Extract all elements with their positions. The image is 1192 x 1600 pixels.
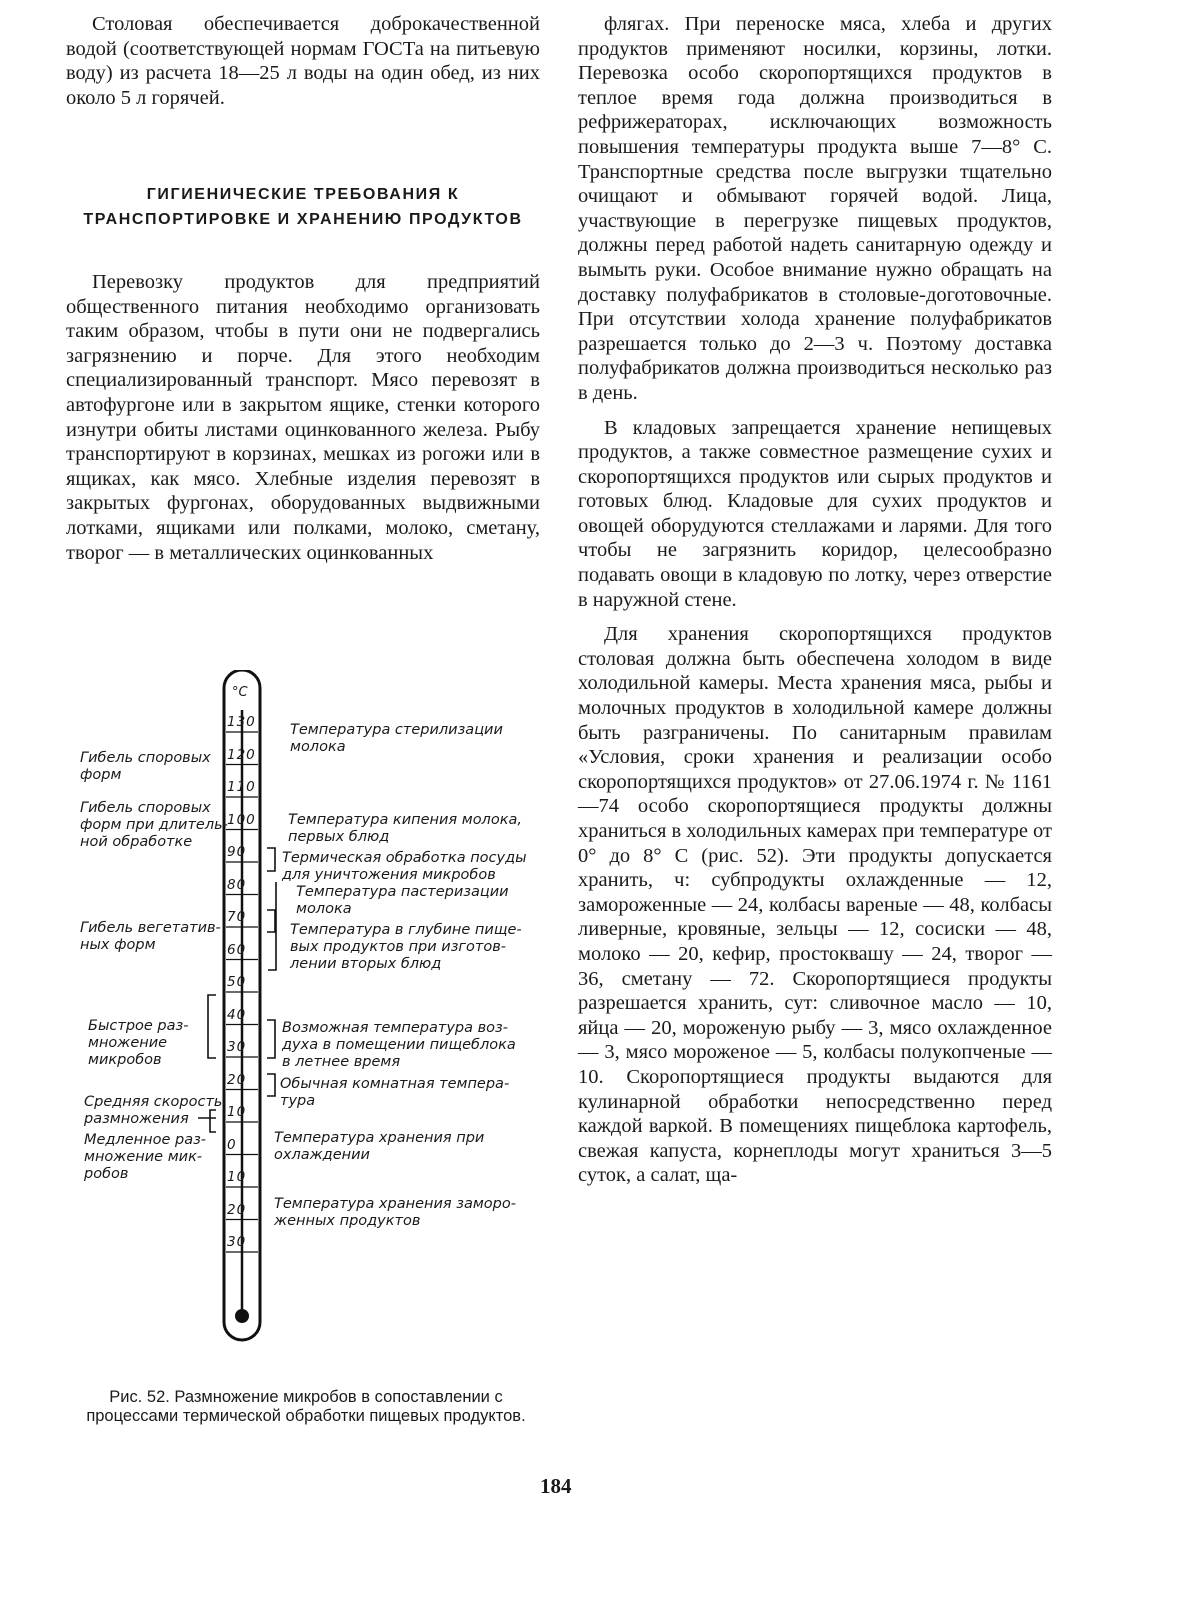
label-vegetative-death: Гибель вегетатив- ных форм <box>80 920 221 953</box>
tick-label: 120 <box>227 746 256 763</box>
thermometer-figure <box>66 670 546 1382</box>
tick-label: 10 <box>227 1104 247 1120</box>
tick-label: 50 <box>227 974 247 990</box>
tick-label: 130 <box>227 714 256 730</box>
label-frozen-storage: Температура хранения заморо- женных продуктов <box>274 1196 516 1229</box>
right-paragraph-2: В кладовых запрещается хранение непищевых продуктов, а также совместное размещение сухих и скоропортящихся продуктов или сырых продуктов и готовых блюд. Кладовые для сухих продуктов и овощей оборудуются стеллажами и ларями. Для того чтобы не загрязнить коридор, целесообразно подавать овощи в кладовую по лотку, через отверстие в наружной стене. <box>578 416 1052 611</box>
label-spore-death: Гибель споровых форм <box>80 750 211 783</box>
tick-label: 0 <box>227 1136 237 1153</box>
label-core-temperature: Температура в глубине пище- вых продуктов при изготов- лении вторых блюд <box>290 922 522 972</box>
label-room-temperature: Обычная комнатная темпера- тура <box>280 1076 510 1109</box>
right-bracket-1 <box>267 848 275 871</box>
intro-paragraph: Столовая обеспечивается доброкачественной водой (соответствующей нормам ГОСТа на питьевую воду) из расчета 18—25 л воды на один обед, из них около 5 л горячей. <box>66 13 540 109</box>
tick-label: 20 <box>227 1201 247 1218</box>
label-spore-death-long: Гибель споровых форм при длитель- ной обработке <box>80 800 228 850</box>
label-medium-growth: Средняя скорость размножения <box>84 1094 223 1127</box>
left-column-body: Перевозку продуктов для предприятий общественного питания необходимо организовать таким образом, чтобы в пути они не подвергались загрязнению и порче. Для этого необходим специализированный транспорт. Мясо перевозят в автофургоне или в закрытом ящике, стенки которого изнутри обиты листами оцинкованного железа. Рыбу транспортируют в корзинах, мешках из рогожи или в ящиках, как мясо. Хлебные изделия перевозят в закрытых фургонах, оборудованных выдвижными лотками, ящиками или полками, молоко, сметану, творог — в металлических оцинкованных <box>66 271 540 564</box>
tick-label: 60 <box>227 941 247 958</box>
label-chilled-storage: Температура хранения при охлаждении <box>274 1130 485 1163</box>
label-pasteurization: Температура пастеризации молока <box>296 884 509 917</box>
label-boiling: Температура кипения молока, первых блюд <box>288 812 522 845</box>
thermometer-bulb <box>235 1309 249 1323</box>
tick-label: 10 <box>227 1169 247 1185</box>
tick-label: 100 <box>227 811 256 828</box>
right-bracket-4 <box>267 1020 275 1058</box>
right-paragraph-1: флягах. При переноске мяса, хлеба и других продуктов применяют носилки, корзины, лотки. Перевозка особо скоропортящихся продуктов в теплое время года должна производиться в рефрижераторах, исключающих возможность повышения температуры продукта выше 7—8° С. Транспортные средства после выгрузки тщательно очищают и обмывают горячей водой. Лица, участвующие в перегрузке пищевых продуктов, должны перед работой надеть санитарную одежду и вымыть руки. Особое внимание нужно обращать на доставку полуфабрикатов в столовые-доготовочные. При отсутствии холода хранение полуфабрикатов разрешается только до 2—3 ч. Поэтому доставка полуфабрикатов должна производиться несколько раз в день. <box>578 13 1052 404</box>
tick-label: 30 <box>227 1234 247 1250</box>
right-bracket-2 <box>267 910 275 932</box>
tick-label: 30 <box>227 1039 247 1055</box>
unit-label: °С <box>232 685 248 700</box>
label-rapid-growth: Быстрое раз- множение микробов <box>88 1018 189 1068</box>
section-heading: ГИГИЕНИЧЕСКИЕ ТРЕБОВАНИЯ К ТРАНСПОРТИРОВКЕ И ХРАНЕНИЮ ПРОДУКТОВ <box>83 186 523 228</box>
tick-label: 110 <box>227 779 256 795</box>
tick-label: 40 <box>227 1006 247 1023</box>
left-bracket-rapid <box>208 995 216 1058</box>
label-dish-treatment: Термическая обработка посуды для уничтожения микробов <box>282 850 527 883</box>
right-column <box>578 12 1052 1188</box>
right-paragraph-3: Для хранения скоропортящихся продуктов столовая должна быть обеспечена холодом в виде холодильной камеры. Места хранения мяса, рыбы и молочных продуктов в холодильной камере должны быть разграничены. По санитарным правилам «Условия, сроки хранения и реализации особо скоропортящихся продуктов» от 27.06.1974 г. № 1161—74 особо скоропортящиеся продукты должны храниться в холодильных камерах при температуре от 0° до 8° С (рис. 52). Эти продукты допускается хранить, ч: субпродукты охлажденные — 12, замороженные — 24, колбасы вареные — 48, колбасы ливерные, кровяные, зельцы — 12, сосиски — 48, молоко — 20, кефир, простоквашу — 24, творог — 36, сметану — 72. Скоропортящиеся продукты разрешается хранить, сут: сливочное масло — 10, яйца — 20, мороженую рыбу — 3, мясо охлажденное — 3, мясо мороженое — 5, колбасы полукопченые — 10. Скоропортящиеся продукты выдаются для кулинарной обработки непосредственно перед каждой варкой. В помещениях пищеблока картофель, свежая капуста, корнеплоды могут храниться 3—5 суток, а салат, ща- <box>578 623 1052 1187</box>
figure-caption: Рис. 52. Размножение микробов в сопоставлении с процессами термической обработки пищевых продуктов. <box>86 1388 526 1425</box>
right-bracket-5 <box>267 1074 275 1096</box>
page-number: 184 <box>540 1474 572 1498</box>
label-sterilization: Температура стерилизации молока <box>290 722 503 755</box>
tick-label: 80 <box>227 876 247 893</box>
label-slow-growth: Медленное раз- множение мик- робов <box>84 1132 207 1182</box>
tick-label: 70 <box>227 909 247 925</box>
label-summer-air: Возможная температура воз- духа в помещении пищеблока в летнее время <box>282 1020 516 1070</box>
tick-label: 90 <box>227 844 247 860</box>
tick-label: 20 <box>227 1071 247 1088</box>
